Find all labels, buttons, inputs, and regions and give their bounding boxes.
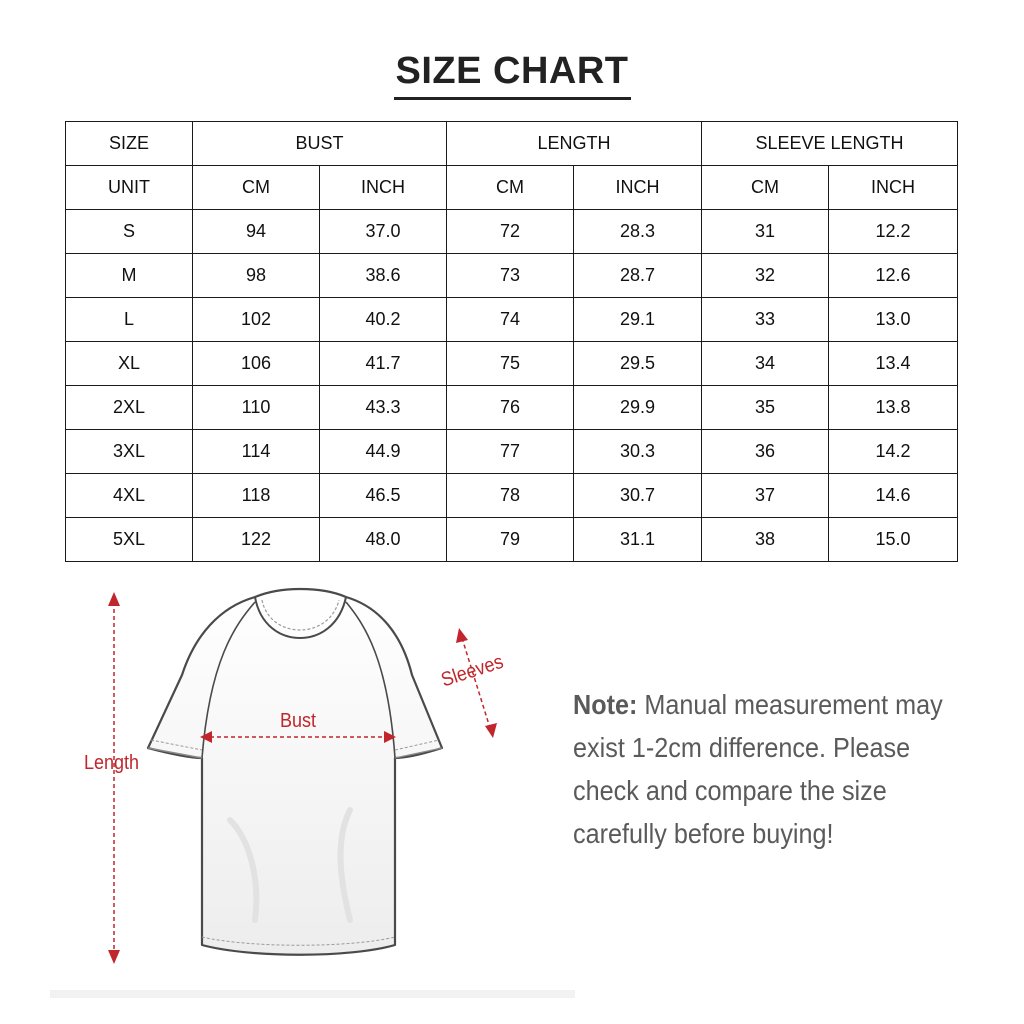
bust-label: Bust	[280, 710, 317, 732]
cell-sleeve-inch: 15.0	[829, 518, 958, 562]
cell-length-cm: 78	[447, 474, 574, 518]
cell-sleeve-cm: 33	[702, 298, 829, 342]
cell-length-cm: 74	[447, 298, 574, 342]
page-title: SIZE CHART	[0, 50, 1024, 100]
table-row	[66, 518, 958, 562]
shadow-strip	[50, 990, 575, 998]
note-label: Note:	[573, 689, 638, 720]
cell-length-cm: 75	[447, 342, 574, 386]
cell-length-cm: 73	[447, 254, 574, 298]
measurement-note	[573, 683, 951, 855]
unit-cm: CM	[702, 166, 829, 210]
cell-sleeve-inch: 13.8	[829, 386, 958, 430]
length-label: Length	[84, 752, 140, 774]
cell-bust-cm: 94	[193, 210, 320, 254]
header-size: SIZE	[66, 122, 193, 166]
header-length: LENGTH	[447, 122, 702, 166]
cell-bust-cm: 118	[193, 474, 320, 518]
unit-label: UNIT	[66, 166, 193, 210]
cell-bust-cm: 98	[193, 254, 320, 298]
cell-bust-inch: 44.9	[320, 430, 447, 474]
cell-sleeve-inch: 13.0	[829, 298, 958, 342]
cell-sleeve-cm: 38	[702, 518, 829, 562]
cell-sleeve-cm: 35	[702, 386, 829, 430]
table-row	[66, 474, 958, 518]
cell-length-inch: 30.7	[574, 474, 702, 518]
cell-size: 4XL	[66, 474, 193, 518]
sleeves-label: Sleeves	[438, 650, 507, 692]
cell-length-inch: 29.1	[574, 298, 702, 342]
cell-bust-inch: 40.2	[320, 298, 447, 342]
table-row	[66, 210, 958, 254]
cell-length-inch: 29.5	[574, 342, 702, 386]
header-sleeve-length: SLEEVE LENGTH	[702, 122, 958, 166]
cell-sleeve-cm: 31	[702, 210, 829, 254]
tshirt-illustration	[50, 580, 580, 1000]
cell-length-cm: 72	[447, 210, 574, 254]
cell-sleeve-inch: 14.6	[829, 474, 958, 518]
cell-size: 2XL	[66, 386, 193, 430]
length-arrow	[108, 592, 120, 964]
cell-length-inch: 28.7	[574, 254, 702, 298]
cell-length-inch: 31.1	[574, 518, 702, 562]
table-row	[66, 342, 958, 386]
cell-length-cm: 76	[447, 386, 574, 430]
cell-bust-inch: 41.7	[320, 342, 447, 386]
unit-inch: INCH	[574, 166, 702, 210]
cell-size: 5XL	[66, 518, 193, 562]
tshirt-diagram	[50, 580, 580, 1000]
table-row	[66, 430, 958, 474]
unit-cm: CM	[193, 166, 320, 210]
cell-size: M	[66, 254, 193, 298]
cell-bust-inch: 38.6	[320, 254, 447, 298]
header-bust: BUST	[193, 122, 447, 166]
cell-length-inch: 28.3	[574, 210, 702, 254]
cell-sleeve-cm: 32	[702, 254, 829, 298]
cell-bust-cm: 122	[193, 518, 320, 562]
cell-sleeve-inch: 12.6	[829, 254, 958, 298]
cell-length-cm: 77	[447, 430, 574, 474]
cell-bust-inch: 48.0	[320, 518, 447, 562]
cell-length-cm: 79	[447, 518, 574, 562]
cell-size: S	[66, 210, 193, 254]
unit-inch: INCH	[320, 166, 447, 210]
cell-bust-cm: 110	[193, 386, 320, 430]
cell-bust-inch: 46.5	[320, 474, 447, 518]
cell-size: 3XL	[66, 430, 193, 474]
table-row	[66, 298, 958, 342]
cell-length-inch: 30.3	[574, 430, 702, 474]
cell-size: XL	[66, 342, 193, 386]
table-row	[66, 386, 958, 430]
cell-sleeve-inch: 13.4	[829, 342, 958, 386]
cell-sleeve-inch: 12.2	[829, 210, 958, 254]
cell-sleeve-cm: 34	[702, 342, 829, 386]
cell-length-inch: 29.9	[574, 386, 702, 430]
cell-sleeve-inch: 14.2	[829, 430, 958, 474]
cell-size: L	[66, 298, 193, 342]
cell-bust-cm: 114	[193, 430, 320, 474]
cell-sleeve-cm: 36	[702, 430, 829, 474]
unit-cm: CM	[447, 166, 574, 210]
unit-inch: INCH	[829, 166, 958, 210]
cell-bust-inch: 43.3	[320, 386, 447, 430]
cell-sleeve-cm: 37	[702, 474, 829, 518]
header-row	[66, 122, 958, 166]
cell-bust-cm: 106	[193, 342, 320, 386]
cell-bust-inch: 37.0	[320, 210, 447, 254]
cell-bust-cm: 102	[193, 298, 320, 342]
note-text: Manual measurement may exist 1-2cm difference. Please check and compare the size carefully before buying!	[573, 689, 943, 849]
size-chart-table	[65, 121, 958, 562]
unit-row	[66, 166, 958, 210]
table-row	[66, 254, 958, 298]
tshirt-body	[148, 589, 442, 955]
